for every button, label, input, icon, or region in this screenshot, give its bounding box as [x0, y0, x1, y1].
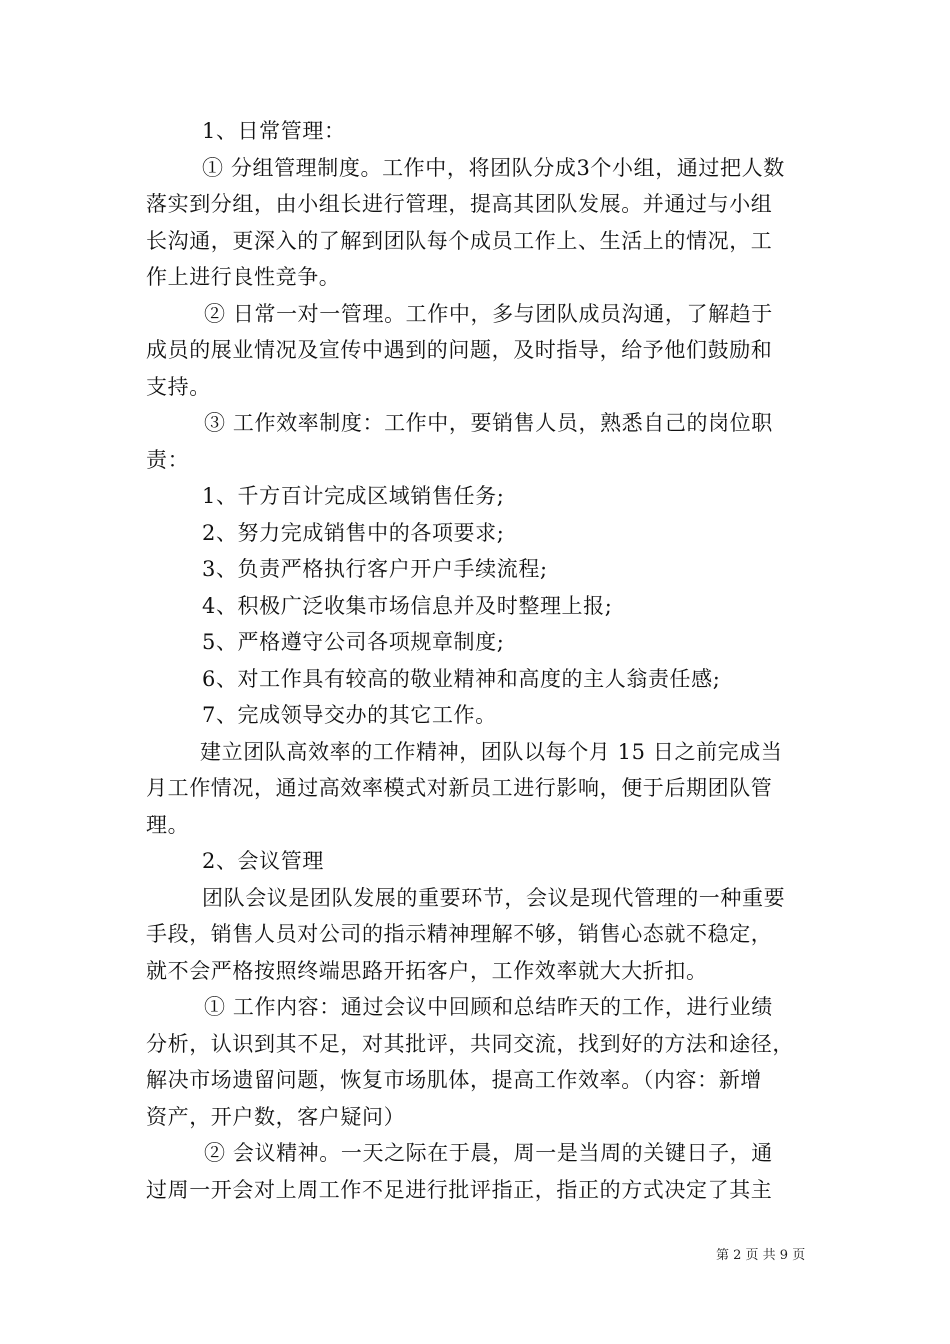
- document-body: [146, 113, 816, 1208]
- paragraph-line: 理。: [146, 812, 190, 837]
- paragraph-line: 解决市场遗留问题，恢复市场肌体，提高工作效率。（内容：新增: [146, 1068, 762, 1092]
- paragraph-line: ① 分组管理制度。工作中，将团队分成3个小组，通过把人数: [202, 155, 785, 180]
- paragraph-line: 责：: [146, 447, 190, 472]
- paragraph-line: 团队会议是团队发展的重要环节，会议是现代管理的一种重要: [202, 885, 786, 910]
- section-heading-meeting-management: 2、会议管理: [202, 849, 324, 873]
- paragraph-line: ② 会议精神。一天之际在于晨，周一是当周的关键日子，通: [204, 1141, 773, 1165]
- list-item: 6、对工作具有较高的敬业精神和高度的主人翁责任感;: [202, 666, 721, 691]
- paragraph-line: 落实到分组，由小组长进行管理，提高其团队发展。并通过与小组: [146, 192, 773, 216]
- paragraph-line: 手段，销售人员对公司的指示精神理解不够，销售心态就不稳定，: [146, 922, 773, 946]
- page-number-footer: 第 2 页 共 9 页: [716, 1248, 806, 1263]
- paragraph-line: 月工作情况，通过高效率模式对新员工进行影响，便于后期团队管: [146, 776, 773, 800]
- paragraph-line: ③ 工作效率制度：工作中，要销售人员，熟悉自己的岗位职: [204, 411, 773, 435]
- paragraph-line: 就不会严格按照终端思路开拓客户，工作效率就大大折扣。: [146, 958, 708, 983]
- section-heading-daily-management: 1、日常管理：: [202, 119, 346, 143]
- paragraph-line: 作上进行良性竞争。: [146, 265, 341, 289]
- list-item: 3、负责严格执行客户开户手续流程;: [202, 557, 548, 581]
- list-item: 5、严格遵守公司各项规章制度;: [202, 630, 505, 654]
- list-item: 1、千方百计完成区域销售任务;: [202, 484, 505, 508]
- paragraph-line: ② 日常一对一管理。工作中，多与团队成员沟通，了解趋于: [204, 301, 773, 326]
- list-item: 7、完成领导交办的其它工作。: [202, 703, 497, 727]
- paragraph-line: 资产，开户数，客户疑问）: [146, 1104, 406, 1129]
- paragraph-line: 长沟通，更深入的了解到团队每个成员工作上、生活上的情况，工: [146, 228, 773, 253]
- paragraph-line: 建立团队高效率的工作精神，团队以每个月 15 日之前完成当: [200, 739, 783, 764]
- paragraph-line: 分析，认识到其不足，对其批评，共同交流，找到好的方法和途径，: [146, 1031, 794, 1056]
- paragraph-line: ① 工作内容：通过会议中回顾和总结昨天的工作，进行业绩: [204, 995, 773, 1019]
- list-item: 4、积极广泛收集市场信息并及时整理上报;: [202, 593, 613, 618]
- paragraph-line: 成员的展业情况及宣传中遇到的问题，及时指导，给予他们鼓励和: [146, 338, 773, 362]
- paragraph-line: 过周一开会对上周工作不足进行批评指正，指正的方式决定了其主: [146, 1177, 773, 1202]
- paragraph-line: 支持。: [146, 374, 211, 399]
- list-item: 2、努力完成销售中的各项要求;: [202, 520, 505, 545]
